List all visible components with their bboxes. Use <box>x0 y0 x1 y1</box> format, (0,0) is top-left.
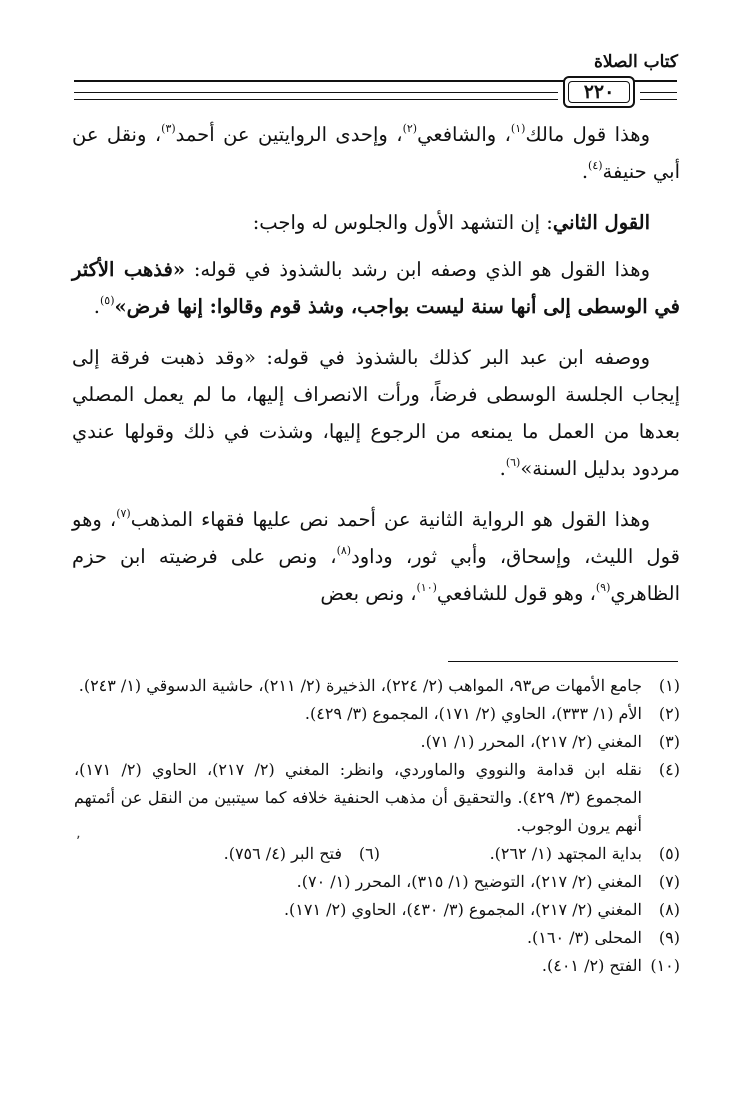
footnote-item <box>224 840 380 868</box>
header-double-rule-left <box>74 92 558 100</box>
footnote-item <box>74 952 680 980</box>
margin-mark: ٬ <box>76 834 81 850</box>
footnote-ref: (٢) <box>402 122 418 135</box>
text-run: ووصفه ابن عبد البر كذلك بالشذوذ في قوله: «وقد ذهبت فرقة إلى إيجاب الجلسة الوسطى فرضاً، ورأت الانصراف إليها، ما لم يعمل المصلي بعدها من العمل ما يمنعه من الرجوع إليها، وشذت في ذلك وقولها عندي مردود بدليل السنة» <box>72 346 680 480</box>
footnote-number: (٦) <box>358 844 380 863</box>
footnote-number: (٣) <box>658 732 680 751</box>
paragraph-3 <box>72 251 680 325</box>
footnote-ref: (٦) <box>505 456 521 469</box>
bold-quote: «فذهب الأكثر في الوسطى إلى أنها سنة ليست بواجب، وشذ قوم وقالوا: إنها فرض» <box>72 258 680 318</box>
footnote-text: المغني (٢/ ٢١٧)، التوضيح (١/ ٣١٥)، المحرر (١/ ٧٠). <box>296 872 642 891</box>
footnote-ref: (١) <box>510 122 526 135</box>
footnote-item <box>74 728 680 756</box>
main-text <box>72 116 680 626</box>
footnote-text: الفتح (٢/ ٤٠١). <box>541 956 642 975</box>
paragraph-4 <box>72 339 680 487</box>
footnote-ref: (٤) <box>588 159 603 172</box>
footnote-text: نقله ابن قدامة والنووي والماوردي، وانظر: المغني (٢/ ٢١٧)، الحاوي (٢/ ١٧١)، المجموع (٣/ ٤٢٩). والتحقيق أن مذهب الحنفية خلافه كما سيتبين من النقل عن أئمتهم أنهم يرون الوجوب. <box>74 760 643 835</box>
page-number-box <box>563 76 635 108</box>
footnote-number: (٤) <box>658 760 680 779</box>
text-run: . <box>499 457 506 480</box>
text-run: . <box>93 295 100 318</box>
footnote-number: (٩) <box>658 928 680 947</box>
footnote-text: المحلى (٣/ ١٦٠). <box>526 928 642 947</box>
footnote-item <box>74 756 680 840</box>
header-double-rule-right <box>640 92 677 100</box>
heading-second-opinion: القول الثاني <box>552 211 650 234</box>
footnote-text: فتح البر (٤/ ٧٥٦). <box>223 844 342 863</box>
footnote-item <box>74 924 680 952</box>
footnote-text: المغني (٢/ ٢١٧)، المحرر (١/ ٧١). <box>420 732 642 751</box>
text-run: . <box>581 160 589 183</box>
footnote-text: الأم (١/ ٣٣٣)، الحاوي (٢/ ١٧١)، المجموع (٣/ ٤٢٩). <box>304 704 642 723</box>
footnote-ref: (٨) <box>336 544 352 557</box>
footnote-ref: (٥) <box>99 294 115 307</box>
text-run: ، والشافعي <box>417 123 511 146</box>
text-run: وهذا القول هو الرواية الثانية عن أحمد نص عليها فقهاء المذهب <box>130 508 650 531</box>
footnote-ref: (٣) <box>161 122 176 135</box>
text-run: ، ونص على فرضيته ابن حزم الظاهري <box>72 545 680 605</box>
footnote-item <box>380 840 680 868</box>
running-header-title: كتاب الصلاة <box>593 52 678 72</box>
text-run: ، وإحدى الروايتين عن أحمد <box>175 123 403 146</box>
footnote-text: جامع الأمهات ص٩٣، المواهب (٢/ ٢٢٤)، الذخيرة (٢/ ٢١١)، حاشية الدسوقي (١/ ٢٤٣). <box>78 676 642 695</box>
paragraph-5 <box>72 501 680 612</box>
text-run: ، ونص بعض <box>320 582 417 605</box>
text-run: ، وهو قول الليث، وإسحاق، وأبي ثور، وداود <box>72 508 680 568</box>
footnote-number: (٢) <box>658 704 680 723</box>
text-run: وهذا القول هو الذي وصفه ابن رشد بالشذوذ في قوله: <box>185 258 650 281</box>
footnote-separator <box>448 661 678 662</box>
footnote-ref: (٧) <box>116 507 131 520</box>
text-run: ، وهو قول للشافعي <box>436 582 596 605</box>
paragraph-1 <box>72 116 680 190</box>
text-run: وهذا قول مالك <box>525 123 650 146</box>
footnote-number: (٨) <box>658 900 680 919</box>
footnote-number: (١٠) <box>650 956 680 975</box>
text-run: ، ونقل عن أبي حنيفة <box>72 123 680 183</box>
footnote-item <box>74 700 680 728</box>
footnote-item <box>74 868 680 896</box>
footnote-number: (٥) <box>658 844 680 863</box>
footnote-ref: (١٠) <box>416 581 437 594</box>
text-run: : إن التشهد الأول والجلوس له واجب: <box>252 211 553 234</box>
footnote-pair <box>74 840 680 868</box>
footnote-text: المغني (٢/ ٢١٧)، المجموع (٣/ ٤٣٠)، الحاوي (٢/ ١٧١). <box>283 900 642 919</box>
page-number: ٢٢٠ <box>583 81 615 103</box>
footnote-item <box>74 896 680 924</box>
footnotes <box>74 672 680 980</box>
footnote-number: (٧) <box>658 872 680 891</box>
paragraph-2 <box>72 204 680 241</box>
footnote-text: بداية المجتهد (١/ ٢٦٢). <box>489 844 642 863</box>
footnote-item <box>74 672 680 700</box>
footnote-ref: (٩) <box>595 581 611 594</box>
footnote-number: (١) <box>658 676 680 695</box>
